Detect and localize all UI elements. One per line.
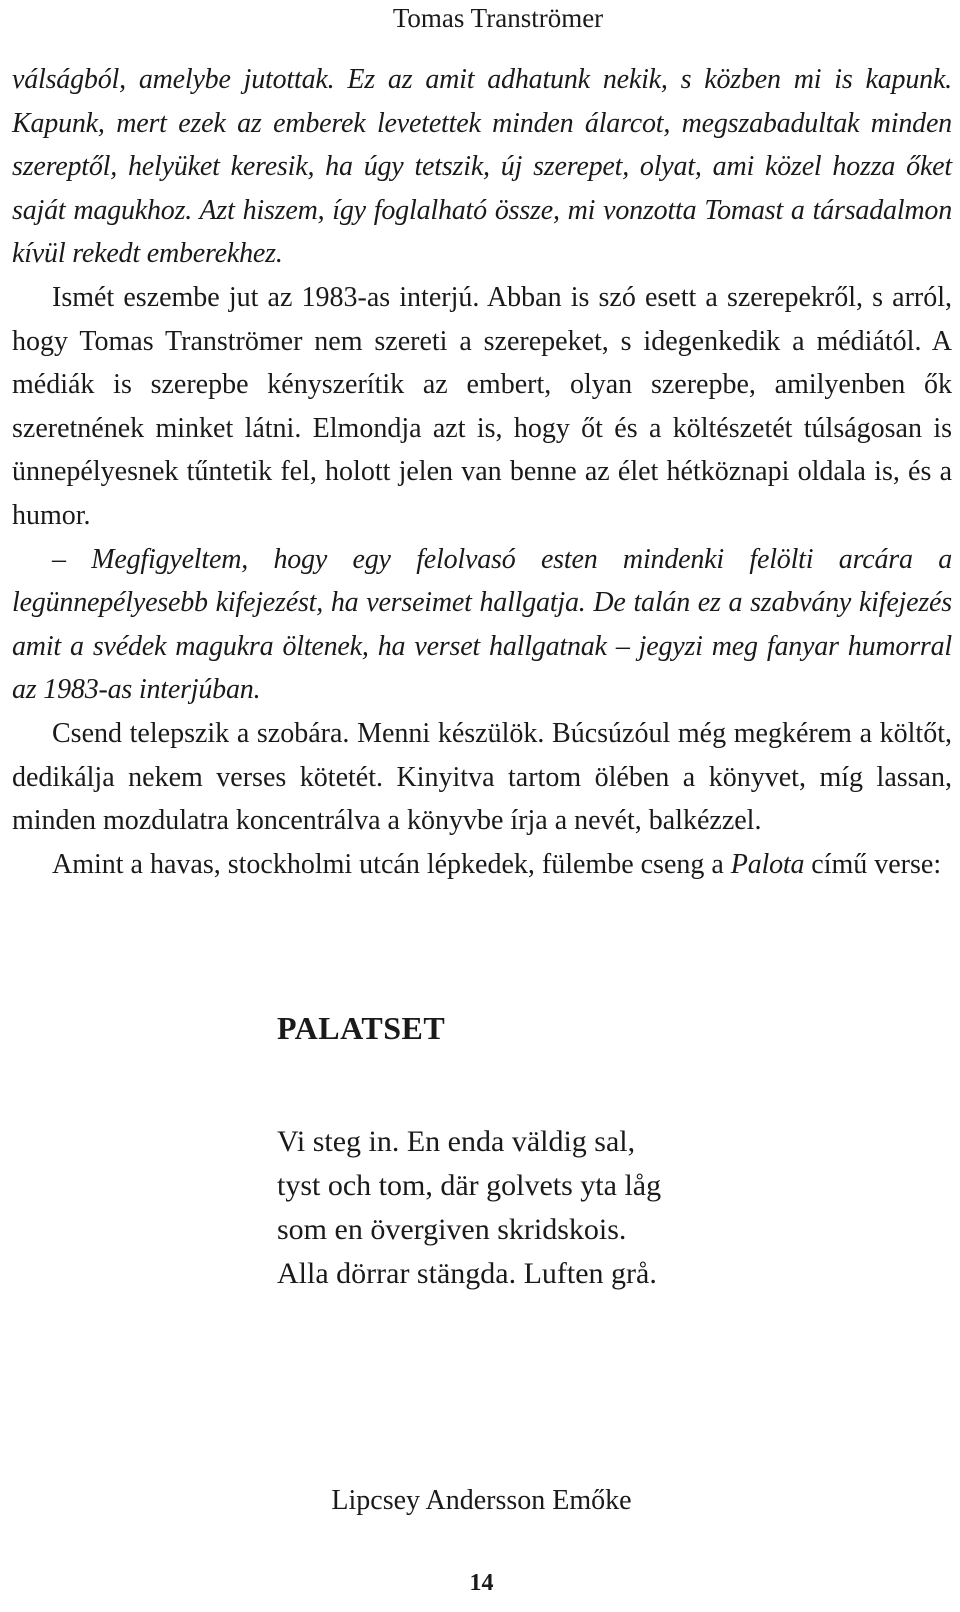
poem-intro-after: című verse: [804, 848, 942, 880]
poem-title: PALATSET [277, 1010, 446, 1046]
paragraph-farewell: Csend telepszik a szobára. Menni készülök. Búcsúzóul még megkérem a költőt, dedikálja nekem verses kötetét. Kinyitva tartom ölében a könyvet, míg lassan, minden mozdulatra koncentrálva a könyvbe írja a nevét, balkézzel. [12, 717, 952, 837]
poem-line: som en övergiven skridskois. [277, 1213, 627, 1246]
poem-intro-before: Amint a havas, stockholmi utcán lépkedek, fülembe cseng a [52, 848, 731, 880]
running-header: Tomas Tranströmer [392, 3, 604, 33]
page-number: 14 [469, 1570, 494, 1596]
article-body [12, 58, 952, 886]
paragraph-poem-intro [12, 843, 952, 887]
poem-stanza [277, 1120, 661, 1296]
paragraph-interview: Ismét eszembe jut az 1983-as interjú. Abban is szó esett a szerepekről, s arról, hogy Tomas Tranströmer nem szereti a szerepeket, s idegenkedik a médiától. A médiák is szerepbe kényszerítik az embert, olyan szerepbe, amilyenben ők szeretnének minket látni. Elmondja azt is, hogy őt és a költészetét túlságosan is ünnepélyesnek tűntetik fel, holott jelen van benne az élet hétköznapi oldala is, és a humor. [12, 281, 952, 531]
poem-line: Vi steg in. En enda väldig sal, [277, 1125, 636, 1158]
paragraph-italic-intro: válságból, amelybe jutottak. Ez az amit adhatunk nekik, s közben mi is kapunk. Kapunk, mert ezek az emberek levetettek minden álarcot, megszabadultak minden szereptől, helyüket keresik, ha úgy tetszik, új szerepet, olyat, ami közel hozza őket saját magukhoz. Azt hiszem, így foglalható össze, mi vonzotta Tomast a társadalmon kívül rekedt emberekhez. [12, 64, 952, 270]
paragraph-quote: – Megfigyeltem, hogy egy felolvasó esten mindenki felölti arcára a legünnepélyesebb kifejezést, ha verseimet hallgatja. De talán ez a szabvány kifejezés amit a svédek magukra öltenek, ha verset hallgatnak – jegyzi meg fanyar humorral az 1983-as interjúban. [12, 543, 952, 706]
author-signature: Lipcsey Andersson Emőke [331, 1485, 632, 1516]
poem-intro-title: Palota [730, 848, 805, 880]
poem-line: Alla dörrar stängda. Luften grå. [277, 1257, 657, 1290]
poem-line: tyst och tom, där golvets yta låg [277, 1169, 662, 1202]
